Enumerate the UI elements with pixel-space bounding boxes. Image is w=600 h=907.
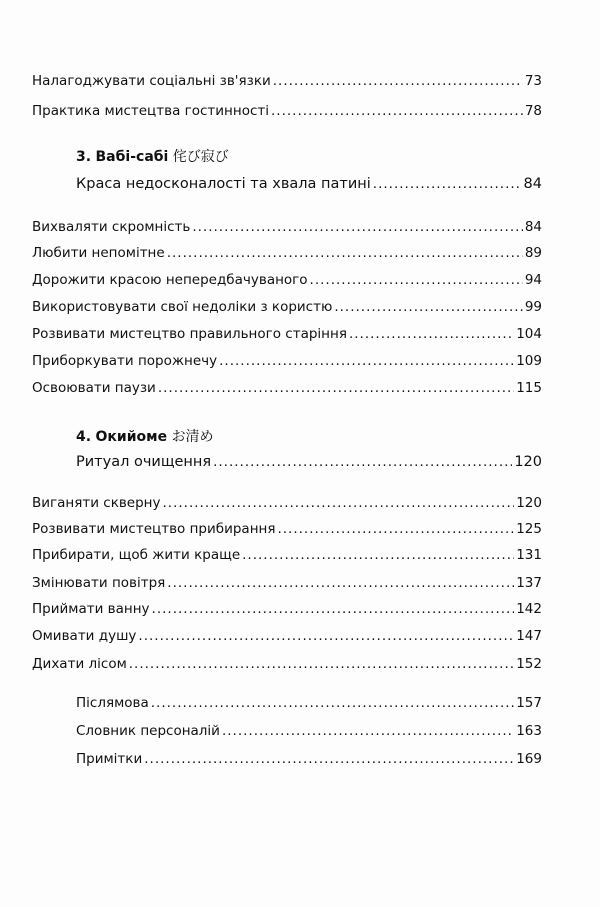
toc-entry[interactable]	[32, 379, 542, 397]
toc-entry-page: 94	[524, 272, 542, 288]
dot-leader	[334, 298, 522, 316]
toc-entry[interactable]	[32, 655, 542, 673]
toc-entry[interactable]	[76, 722, 542, 740]
toc-entry[interactable]	[32, 102, 542, 120]
toc-entry-title: Розвивати мистецтво правильного старіння	[32, 326, 347, 342]
dot-leader	[158, 379, 514, 397]
toc-entry[interactable]	[32, 218, 542, 236]
section-kanji: 侘び寂び	[172, 149, 229, 165]
dot-leader	[152, 600, 515, 618]
dot-leader	[277, 520, 514, 538]
toc-entry-title: Виганяти скверну	[32, 495, 161, 511]
toc-entry-title: Розвивати мистецтво прибирання	[32, 521, 276, 537]
toc-entry-title: Практика мистецтва гостинності	[32, 103, 269, 119]
toc-entry-title: Приймати ванну	[32, 601, 150, 617]
dot-leader	[163, 494, 515, 512]
toc-entry-page: 163	[516, 723, 542, 739]
toc-entry-title: Ритуал очищення	[76, 454, 212, 470]
toc-entry-title: Омивати душу	[32, 628, 137, 644]
toc-entry[interactable]	[32, 546, 542, 564]
toc-entry[interactable]	[32, 627, 542, 645]
toc-entry[interactable]	[32, 72, 542, 90]
dot-leader	[271, 102, 523, 120]
dot-leader	[151, 694, 514, 712]
toc-entry[interactable]	[32, 352, 542, 370]
section-heading	[76, 148, 229, 166]
toc-entry-page: 120	[516, 495, 542, 511]
toc-entry-page: 120	[514, 454, 542, 470]
toc-entry-title: Прибирати, щоб жити краще	[32, 547, 241, 563]
toc-entry[interactable]	[32, 271, 542, 289]
toc-entry[interactable]	[76, 750, 542, 768]
toc-entry-page: 137	[516, 575, 542, 591]
toc-entry-page: 152	[516, 656, 542, 672]
toc-entry[interactable]	[32, 520, 542, 538]
toc-entry-title: Освоювати паузи	[32, 380, 156, 396]
toc-entry[interactable]	[32, 494, 542, 512]
dot-leader	[310, 271, 523, 289]
dot-leader	[138, 627, 514, 645]
section-heading	[76, 428, 214, 446]
toc-entry-page: 109	[516, 353, 542, 369]
dot-leader	[273, 72, 523, 90]
dot-leader	[222, 722, 514, 740]
dot-leader	[213, 453, 512, 471]
dot-leader	[144, 750, 514, 768]
toc-entry-page: 131	[516, 547, 542, 563]
section-kanji: お清め	[171, 429, 214, 445]
toc-entry-title: Словник персоналій	[76, 723, 220, 739]
section-name: Вабі-сабі	[95, 149, 169, 165]
toc-entry-page: 84	[524, 219, 542, 235]
section-number: 4.	[76, 429, 92, 445]
toc-entry-title: Налагоджувати соціальні зв'язки	[32, 73, 271, 89]
toc-entry-page: 78	[524, 103, 542, 119]
toc-entry[interactable]	[76, 694, 542, 712]
toc-entry-title: Любити непомітне	[32, 245, 165, 261]
section-subtitle-entry[interactable]	[76, 453, 542, 471]
toc-entry-title: Примітки	[76, 751, 143, 767]
toc-entry[interactable]	[32, 600, 542, 618]
section-subtitle-entry[interactable]	[76, 175, 542, 193]
toc-entry-page: 99	[524, 299, 542, 315]
toc-entry-title: Краса недосконалості та хвала патині	[76, 176, 371, 192]
dot-leader	[219, 352, 514, 370]
dot-leader	[349, 325, 514, 343]
section-name: Окийоме	[95, 429, 168, 445]
toc-entry-page: 84	[523, 176, 542, 192]
dot-leader	[242, 546, 514, 564]
toc-entry-page: 125	[516, 521, 542, 537]
toc-entry-page: 169	[516, 751, 542, 767]
toc-entry-page: 142	[516, 601, 542, 617]
toc-entry-title: Вихваляти скромність	[32, 219, 191, 235]
dot-leader	[167, 244, 523, 262]
toc-entry-page: 115	[516, 380, 542, 396]
toc-entry-page: 104	[516, 326, 542, 342]
toc-entry[interactable]	[32, 325, 542, 343]
section-number: 3.	[76, 149, 92, 165]
toc-entry-page: 73	[524, 73, 542, 89]
toc-entry[interactable]	[32, 574, 542, 592]
toc-entry-page: 147	[516, 628, 542, 644]
toc-entry-title: Змінювати повітря	[32, 575, 166, 591]
toc-entry-page: 157	[516, 695, 542, 711]
toc-entry[interactable]	[32, 244, 542, 262]
toc-entry-title: Використовувати свої недоліки з користю	[32, 299, 333, 315]
toc-entry-title: Приборкувати порожнечу	[32, 353, 218, 369]
toc-entry[interactable]	[32, 298, 542, 316]
toc-entry-page: 89	[524, 245, 542, 261]
dot-leader	[129, 655, 514, 673]
dot-leader	[192, 218, 522, 236]
toc-entry-title: Дорожити красою непередбачуваного	[32, 272, 308, 288]
dot-leader	[373, 175, 522, 193]
toc-entry-title: Післямова	[76, 695, 149, 711]
dot-leader	[167, 574, 514, 592]
toc-entry-title: Дихати лісом	[32, 656, 127, 672]
